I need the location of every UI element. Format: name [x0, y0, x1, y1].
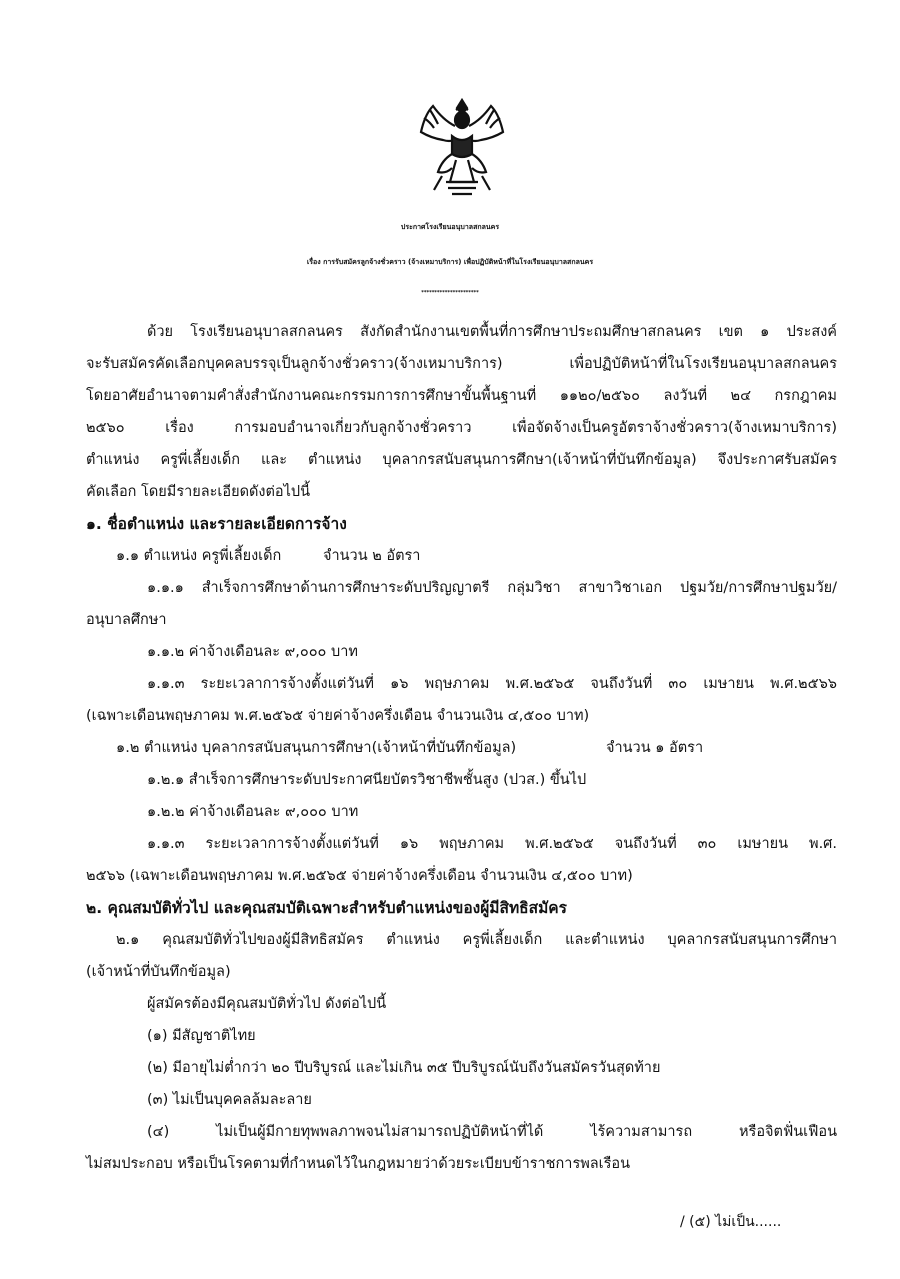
qualification-item: (๔) ไม่เป็นผู้มีกายทุพพลภาพจนไม่สามารถปฏิบัติหน้าที่ได้ ไร้ความสามารถ หรือจิตฟั่นเฟือน: [147, 1124, 837, 1140]
intro-line: คัดเลือก โดยมีรายละเอียดดังต่อไปนี้: [86, 484, 311, 500]
section-2-heading: ๒. คุณสมบัติทั่วไป และคุณสมบัติเฉพาะสำหรับตำแหน่งของผู้มีสิทธิสมัคร: [86, 899, 567, 917]
position-1-item-2: ๑.๑.๒ ค่าจ้างเดือนละ ๙,๐๐๐ บาท: [147, 644, 358, 660]
position-2-item-1: ๑.๒.๑ สำเร็จการศึกษาระดับประกาศนียบัตรวิชาชีพชั้นสูง (ปวส.) ขึ้นไป: [147, 772, 587, 788]
position-2-item-2: ๑.๒.๒ ค่าจ้างเดือนละ ๙,๐๐๐ บาท: [147, 804, 359, 820]
position-2-item-3: ๑.๑.๓ ระยะเวลาการจ้างตั้งแต่วันที่ ๑๖ พฤษภาคม พ.ศ.๒๕๖๕ จนถึงวันที่ ๓๐ เมษายน พ.ศ.: [147, 836, 837, 852]
intro-line: โดยอาศัยอำนาจตามคำสั่งสำนักงานคณะกรรมการการศึกษาขั้นพื้นฐานที่ ๑๑๒๐/๒๕๖๐ ลงวันที่ ๒๔ กรกฎาคม: [86, 388, 837, 404]
qualification-item: (๑) มีสัญชาติไทย: [147, 1028, 256, 1044]
position-1-count: จำนวน ๒ อัตรา: [323, 548, 421, 564]
position-1-item-1: ๑.๑.๑ สำเร็จการศึกษาด้านการศึกษาระดับปริญญาตรี กลุ่มวิชา สาขาวิชาเอก ปฐมวัย/การศึกษาปฐมวัย/: [147, 580, 837, 596]
title-divider: **********************: [421, 290, 479, 296]
page-continuation: / (๕) ไม่เป็น......: [680, 1214, 782, 1230]
position-2-title: ๑.๒ ตำแหน่ง บุคลากรสนับสนุนการศึกษา(เจ้าหน้าที่บันทึกข้อมูล): [116, 740, 517, 756]
position-2-count: จำนวน ๑ อัตรา: [606, 740, 704, 756]
position-1-item-3-cont: (เฉพาะเดือนพฤษภาคม พ.ศ.๒๕๖๕ จ่ายค่าจ้างครึ่งเดือน จำนวนเงิน ๔,๕๐๐ บาท): [86, 708, 590, 724]
qualification-item-cont: ไม่สมประกอบ หรือเป็นโรคตามที่กำหนดไว้ในกฎหมายว่าด้วยระเบียบข้าราชการพลเรือน: [86, 1156, 631, 1172]
announcement-subject: เรื่อง การรับสมัครลูกจ้างชั่วคราว (จ้างเหมาบริการ) เพื่อปฏิบัติหน้าที่ในโรงเรียนอนุบาลสกลนคร: [306, 258, 594, 266]
section-2-sub-1-cont: (เจ้าหน้าที่บันทึกข้อมูล): [86, 964, 231, 980]
intro-line: ๒๕๖๐ เรื่อง การมอบอำนาจเกี่ยวกับลูกจ้างชั่วคราว เพื่อจัดจ้างเป็นครูอัตราจ้างชั่วคราว(จ้างเหมาบริการ): [86, 420, 837, 436]
section-1-heading: ๑. ชื่อตำแหน่ง และรายละเอียดการจ้าง: [86, 515, 347, 533]
position-2-item-3-cont: ๒๕๖๖ (เฉพาะเดือนพฤษภาคม พ.ศ.๒๕๖๕ จ่ายค่าจ้างครึ่งเดือน จำนวนเงิน ๔,๕๐๐ บาท): [86, 868, 633, 884]
position-1-title: ๑.๑ ตำแหน่ง ครูพี่เลี้ยงเด็ก: [116, 548, 282, 564]
section-2-sub-1: ๒.๑ คุณสมบัติทั่วไปของผู้มีสิทธิสมัคร ตำแหน่ง ครูพี่เลี้ยงเด็ก และตำแหน่ง บุคลากรสนับสนุนการศึกษา: [116, 932, 837, 948]
position-1-item-3: ๑.๑.๓ ระยะเวลาการจ้างตั้งแต่วันที่ ๑๖ พฤษภาคม พ.ศ.๒๕๖๕ จนถึงวันที่ ๓๐ เมษายน พ.ศ.๒๕๖๖: [147, 676, 837, 692]
intro-line: ตำแหน่ง ครูพี่เลี้ยงเด็ก และ ตำแหน่ง บุคลากรสนับสนุนการศึกษา(เจ้าหน้าที่บันทึกข้อมูล) จึงประกาศรับสมัคร: [86, 452, 837, 468]
intro-line: จะรับสมัครคัดเลือกบุคคลบรรจุเป็นลูกจ้างชั่วคราว(จ้างเหมาบริการ) เพื่อปฏิบัติหน้าที่ในโรงเรียนอนุบาลสกลนคร: [86, 356, 837, 372]
garuda-emblem-icon: [412, 96, 512, 200]
qualification-lead: ผู้สมัครต้องมีคุณสมบัติทั่วไป ดังต่อไปนี้: [147, 996, 387, 1012]
intro-line: ด้วย โรงเรียนอนุบาลสกลนคร สังกัดสำนักงานเขตพื้นที่การศึกษาประถมศึกษาสกลนคร เขต ๑ ประสงค์: [147, 324, 837, 340]
qualification-item: (๒) มีอายุไม่ต่ำกว่า ๒๐ ปีบริบูรณ์ และไม่เกิน ๓๕ ปีบริบูรณ์นับถึงวันสมัครวันสุดท้าย: [147, 1060, 661, 1076]
qualification-item: (๓) ไม่เป็นบุคคลล้มละลาย: [147, 1092, 312, 1108]
announcement-title: ประกาศโรงเรียนอนุบาลสกลนคร: [400, 223, 500, 231]
position-1-item-1-cont: อนุบาลศึกษา: [86, 612, 167, 628]
